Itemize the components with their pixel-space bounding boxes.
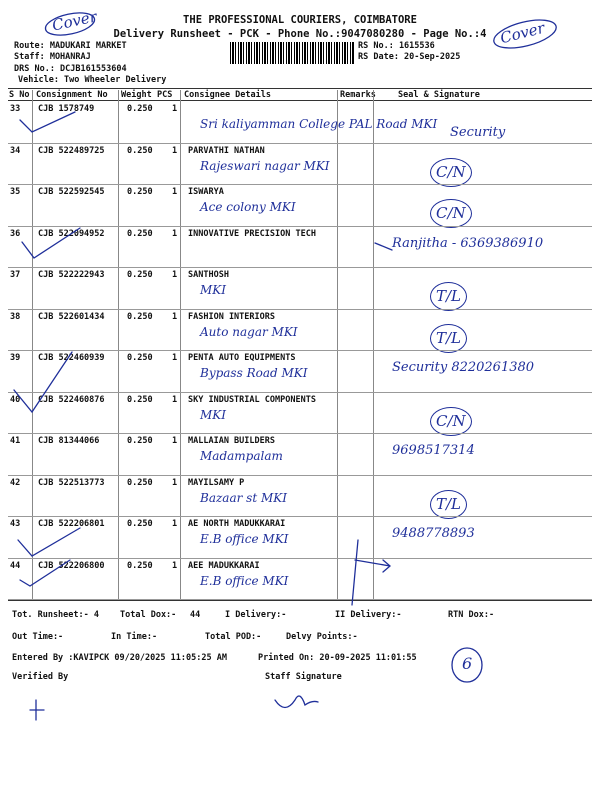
hw-cover-left: Cover <box>50 7 99 35</box>
row-hw-address: Auto nagar MKI <box>200 324 298 339</box>
row-pcs: 1 <box>172 560 178 571</box>
col-divider <box>118 90 119 600</box>
i-delivery: I Delivery:- <box>225 610 287 620</box>
row-weight: 0.250 <box>127 228 153 239</box>
row-sno: 36 <box>10 228 21 239</box>
row-pcs: 1 <box>172 519 178 529</box>
row-consignment: CJB 522489725 <box>38 145 105 156</box>
row-sno: 39 <box>10 353 21 363</box>
verified-by: Verified By <box>12 672 69 682</box>
row-pcs: 1 <box>172 187 178 197</box>
row-pcs: 1 <box>172 104 178 114</box>
row-sno: 42 <box>10 477 21 488</box>
row-divider <box>8 558 592 559</box>
row-pcs: 1 <box>172 353 178 363</box>
row-divider <box>8 475 592 476</box>
row-hw-address: Bazaar st MKI <box>200 490 287 505</box>
row-consignee: PENTA AUTO EQUIPMENTS <box>188 353 296 363</box>
row-divider <box>8 267 592 268</box>
in-time: In Time:- <box>111 632 158 642</box>
check-mark <box>20 112 75 132</box>
col-sno: S No <box>9 90 30 100</box>
row-consignee: ISWARYA <box>188 187 224 197</box>
row-hw-signature: C/N <box>430 199 472 228</box>
row-weight: 0.250 <box>127 187 153 197</box>
runsheet-title: Delivery Runsheet - PCK - Phone No.:9047080280 - Page No.:4 <box>113 28 487 40</box>
row-consignment: CJB 81344066 <box>38 436 100 446</box>
row-hw-signature: 9698517314 <box>392 443 475 458</box>
row-consignee: AE NORTH MADUKKARAI <box>188 519 286 529</box>
row-consignment: CJB 522601434 <box>38 311 105 322</box>
row-hw-address: E.B office MKI <box>200 573 289 588</box>
row-consignment: CJB 522206800 <box>38 560 105 571</box>
row-consignment: CJB 522460876 <box>38 394 105 405</box>
staff-signature <box>275 696 318 708</box>
col-consignee: Consignee Details <box>184 90 271 100</box>
row-pcs: 1 <box>172 145 178 156</box>
row-consignment: CJB 522206801 <box>38 519 105 529</box>
row-hw-signature: Ranjitha - 6369386910 <box>392 235 544 251</box>
row-weight: 0.250 <box>127 436 153 446</box>
row-weight: 0.250 <box>127 394 153 405</box>
col-divider <box>32 90 33 600</box>
printed-on: Printed On: 20-09-2025 11:01:55 <box>258 653 417 663</box>
row-pcs: 1 <box>172 477 178 488</box>
delvy-points: Delvy Points:- <box>286 632 358 642</box>
row-hw-signature: C/N <box>430 407 472 436</box>
row-pcs: 1 <box>172 394 178 405</box>
row-hw-signature: C/N <box>430 158 472 187</box>
header-top-rule <box>8 88 592 89</box>
total-dox-label: Total Dox:- <box>120 610 177 620</box>
row-sno: 41 <box>10 436 21 446</box>
row-hw-address: Bypass Road MKI <box>200 366 308 380</box>
company-title: THE PROFESSIONAL COURIERS, COIMBATORE <box>183 14 417 26</box>
row-sno: 35 <box>10 187 21 197</box>
row-consignment: CJB 522094952 <box>38 228 105 239</box>
row-weight: 0.250 <box>127 353 153 363</box>
row-sno: 43 <box>10 519 21 529</box>
row-sno: 40 <box>10 394 21 405</box>
row-consignee: SANTHOSH <box>188 270 229 280</box>
rtn-dox: RTN Dox:- <box>448 610 495 620</box>
footer-rule <box>8 600 592 601</box>
row-pcs: 1 <box>172 270 178 280</box>
col-pcs: PCS <box>157 90 173 100</box>
row-sno: 44 <box>10 560 21 571</box>
row-consignment: CJB 1578749 <box>38 104 95 114</box>
row-sno: 33 <box>10 104 21 114</box>
row-divider <box>8 184 592 185</box>
row-consignment: CJB 522460939 <box>38 353 105 363</box>
drs-label: DRS No.: DCJB161553604 <box>14 64 127 74</box>
row-hw-signature: T/L <box>430 490 467 519</box>
row-consignment: CJB 522222943 <box>38 270 105 280</box>
row-weight: 0.250 <box>127 104 153 114</box>
row-weight: 0.250 <box>127 560 153 571</box>
tot-runsheet: Tot. Runsheet:- 4 <box>12 610 99 620</box>
ii-delivery: II Delivery:- <box>335 610 402 620</box>
out-time: Out Time:- <box>12 632 64 642</box>
row-consignment: CJB 522513773 <box>38 477 105 488</box>
row-hw-address: E.B office MKI <box>200 532 289 546</box>
row-divider <box>8 143 592 144</box>
total-pod: Total POD:- <box>205 632 262 642</box>
row-hw-address: Madampalam <box>200 449 283 463</box>
row-divider <box>8 392 592 393</box>
vehicle-label: Vehicle: Two Wheeler Delivery <box>18 75 167 85</box>
row-weight: 0.250 <box>127 145 153 156</box>
arrow-mark <box>375 243 392 250</box>
row-hw-address: Ace colony MKI <box>200 200 296 214</box>
header-bottom-rule <box>8 100 592 101</box>
col-divider <box>373 90 374 600</box>
row-divider <box>8 350 592 351</box>
row-pcs: 1 <box>172 311 178 322</box>
col-seal: Seal & Signature <box>398 90 480 100</box>
row-consignee: INNOVATIVE PRECISION TECH <box>188 228 316 239</box>
row-hw-signature: T/L <box>430 282 467 311</box>
row-consignee: SKY INDUSTRIAL COMPONENTS <box>188 394 316 405</box>
row-pcs: 1 <box>172 228 178 239</box>
row-hw-address: MKI <box>200 283 226 297</box>
row-consignee: PARVATHI NATHAN <box>188 145 265 156</box>
row-hw-signature: Security 8220261380 <box>392 360 535 375</box>
col-divider <box>337 90 338 600</box>
row-sno: 38 <box>10 311 21 322</box>
row-divider <box>8 309 592 310</box>
col-consignment: Consignment No <box>36 90 108 100</box>
col-remarks: Remarks <box>340 90 376 100</box>
row-weight: 0.250 <box>127 311 153 322</box>
row-consignment: CJB 522592545 <box>38 187 105 197</box>
rs-date-label: RS Date: 20-Sep-2025 <box>358 52 461 62</box>
row-consignee: MAYILSAMY P <box>188 477 245 488</box>
arrow-mark <box>352 540 390 605</box>
total-dox-value: 44 <box>190 610 201 620</box>
row-sno: 34 <box>10 145 21 156</box>
row-divider <box>8 516 592 517</box>
staff-label: Staff: MOHANRAJ <box>14 52 91 62</box>
row-consignee: AEE MADUKKARAI <box>188 560 260 571</box>
verified-signature <box>30 700 44 720</box>
row-hw-address: MKI <box>200 407 226 422</box>
row-divider <box>8 433 592 434</box>
col-divider <box>180 90 181 600</box>
row-hw-signature: 9488778893 <box>392 526 475 541</box>
barcode <box>230 42 355 64</box>
row-sno: 37 <box>10 270 21 280</box>
col-weight: Weight <box>121 90 152 100</box>
row-pcs: 1 <box>172 436 178 446</box>
row-hw-address: Rajeswari nagar MKI <box>200 158 330 173</box>
route-label: Route: MADUKARI MARKET <box>14 41 127 51</box>
row-weight: 0.250 <box>127 270 153 280</box>
staff-signature-label: Staff Signature <box>265 672 342 682</box>
row-consignee: FASHION INTERIORS <box>188 311 275 322</box>
row-weight: 0.250 <box>127 477 153 488</box>
row-hw-signature: T/L <box>430 324 467 353</box>
row-consignee: MALLAIAN BUILDERS <box>188 436 275 446</box>
rs-no-label: RS No.: 1615536 <box>358 41 435 51</box>
hw-cover-right: Cover <box>498 18 547 48</box>
row-hw-signature: Security <box>450 125 506 140</box>
entered-by: Entered By :KAVIPCK 09/20/2025 11:05:25 AM <box>12 653 227 663</box>
row-hw-address: Sri kaliyamman College PAL Road MKI <box>200 117 438 131</box>
row-weight: 0.250 <box>127 519 153 529</box>
hw-count: 6 <box>462 654 473 673</box>
check-mark <box>18 528 80 556</box>
row-divider <box>8 226 592 227</box>
